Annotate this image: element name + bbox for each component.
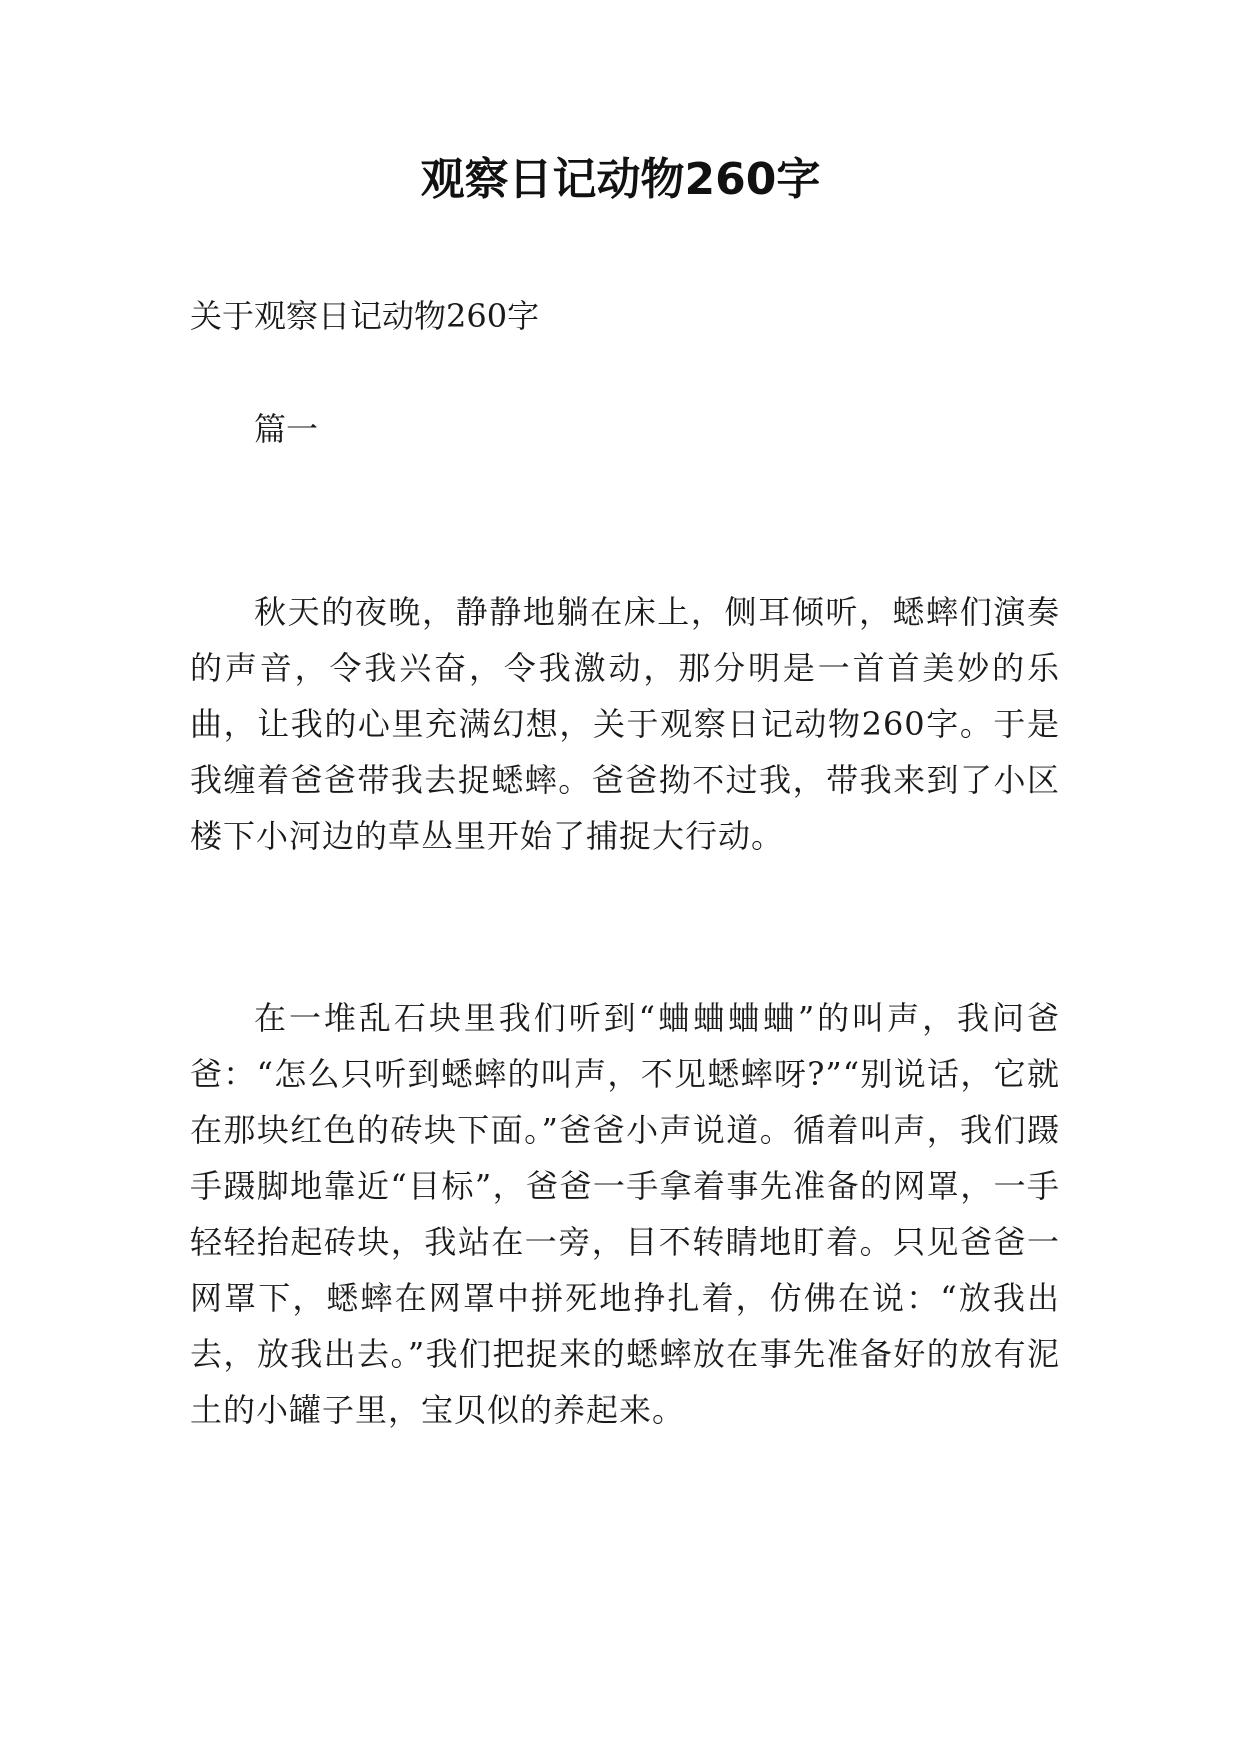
- paragraph-2: 在一堆乱石块里我们听到“蛐蛐蛐蛐”的叫声，我问爸爸：“怎么只听到蟋蟀的叫声，不见蟋蟀呀?”“别说话，它就在那块红色的砖块下面。”爸爸小声说道。循着叫声，我们蹑手蹑脚地靠近“目标”，爸爸一手拿着事先准备的网罩，一手轻轻抬起砖块，我站在一旁，目不转睛地盯着。只见爸爸一网罩下，蟋蟀在网罩中拼死地挣扎着，仿佛在说：“放我出去，放我出去。”我们把捉来的蟋蟀放在事先准备好的放有泥土的小罐子里，宝贝似的养起来。: [190, 999, 1060, 1429]
- document-title: 观察日记动物260字: [420, 154, 821, 205]
- paragraph-1: 秋天的夜晚，静静地躺在床上，侧耳倾听，蟋蟀们演奏的声音，令我兴奋，令我激动，那分明是一首首美妙的乐曲，让我的心里充满幻想，关于观察日记动物260字。于是我缠着爸爸带我去捉蟋蟀。爸爸拗不过我，带我来到了小区楼下小河边的草丛里开始了捕捉大行动。: [190, 593, 1060, 855]
- document-subtitle: 关于观察日记动物260字: [190, 297, 540, 335]
- section-heading: 篇一: [254, 410, 319, 448]
